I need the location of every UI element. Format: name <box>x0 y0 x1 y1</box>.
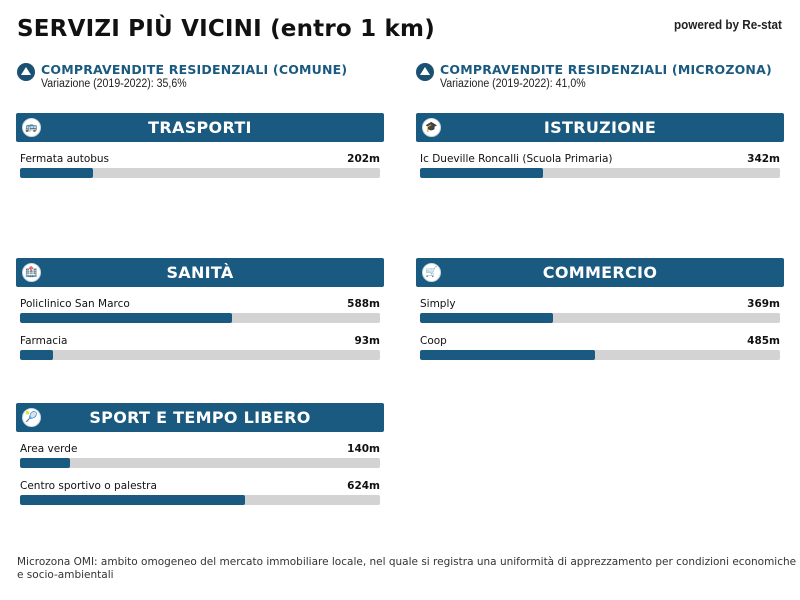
service-distance: 588m <box>347 298 380 310</box>
service-row <box>20 146 380 183</box>
service-distance: 202m <box>347 153 380 165</box>
distance-bar-fill <box>420 350 595 360</box>
distance-bar-track <box>420 350 780 360</box>
distance-bar-fill <box>420 313 553 323</box>
distance-bar-track <box>420 168 780 178</box>
page-title: SERVIZI PIÙ VICINI (entro 1 km) <box>17 16 435 42</box>
stat-subtitle: Variazione (2019-2022): 35,6% <box>41 78 187 90</box>
service-row <box>20 328 380 365</box>
panel-header <box>16 258 384 287</box>
distance-bar-fill <box>20 458 70 468</box>
distance-bar-fill <box>20 168 93 178</box>
service-label: Farmacia <box>20 335 68 347</box>
panel-title: TRASPORTI <box>148 118 252 137</box>
panel-title: SANITÀ <box>166 263 234 282</box>
service-label: Fermata autobus <box>20 153 110 165</box>
service-distance: 93m <box>354 335 380 347</box>
panel-title: SPORT E TEMPO LIBERO <box>89 408 311 427</box>
panel-sanita <box>16 258 384 365</box>
service-label: Centro sportivo o palestra <box>20 480 157 492</box>
powered-by-logo: powered by Re-stat <box>674 17 782 32</box>
distance-bar-track <box>20 313 380 323</box>
panel-title: ISTRUZIONE <box>543 118 657 137</box>
panel-header <box>16 113 384 142</box>
service-row <box>20 436 380 473</box>
service-row <box>20 291 380 328</box>
triangle-up-icon <box>416 63 434 81</box>
school-icon: 🎓 <box>422 118 441 137</box>
distance-bar-track <box>20 495 380 505</box>
panel-trasporti <box>16 113 384 183</box>
panel-header <box>416 113 784 142</box>
bus-icon: 🚌 <box>22 118 41 137</box>
service-distance: 140m <box>347 443 380 455</box>
distance-bar-fill <box>420 168 543 178</box>
distance-bar-fill <box>20 350 53 360</box>
service-row <box>420 328 780 365</box>
service-distance: 485m <box>747 335 780 347</box>
service-distance: 342m <box>747 153 780 165</box>
stat-subtitle: Variazione (2019-2022): 41,0% <box>440 78 586 90</box>
stat-microzona <box>416 62 772 91</box>
panel-title: COMMERCIO <box>542 263 658 282</box>
panel-header <box>16 403 384 432</box>
stat-comune <box>17 62 347 91</box>
service-row <box>420 291 780 328</box>
distance-bar-track <box>420 313 780 323</box>
stat-title: COMPRAVENDITE RESIDENZIALI (MICROZONA) <box>440 62 772 77</box>
panel-header <box>416 258 784 287</box>
panel-istruzione <box>416 113 784 183</box>
tennis-racket-icon: 🎾 <box>22 408 41 427</box>
footnote: Microzona OMI: ambito omogeneo del mercato immobiliare locale, nel quale si registra una uniformità di apprezzamento per condizioni economiche e socio-ambientali <box>17 556 797 581</box>
shopping-cart-icon: 🛒 <box>422 263 441 282</box>
distance-bar-track <box>20 350 380 360</box>
service-label: Area verde <box>20 443 78 455</box>
service-label: Coop <box>420 335 447 347</box>
distance-bar-track <box>20 458 380 468</box>
distance-bar-track <box>20 168 380 178</box>
distance-bar-fill <box>20 313 232 323</box>
service-row <box>20 473 380 510</box>
triangle-up-icon <box>17 63 35 81</box>
distance-bar-fill <box>20 495 245 505</box>
hospital-icon: 🏥 <box>22 263 41 282</box>
service-label: Simply <box>420 298 456 310</box>
stat-title: COMPRAVENDITE RESIDENZIALI (COMUNE) <box>41 62 348 77</box>
service-label: Policlinico San Marco <box>20 298 130 310</box>
service-label: Ic Dueville Roncalli (Scuola Primaria) <box>420 153 613 165</box>
panel-sport <box>16 403 384 510</box>
service-distance: 624m <box>347 480 380 492</box>
service-distance: 369m <box>747 298 780 310</box>
service-row <box>420 146 780 183</box>
panel-commercio <box>416 258 784 365</box>
